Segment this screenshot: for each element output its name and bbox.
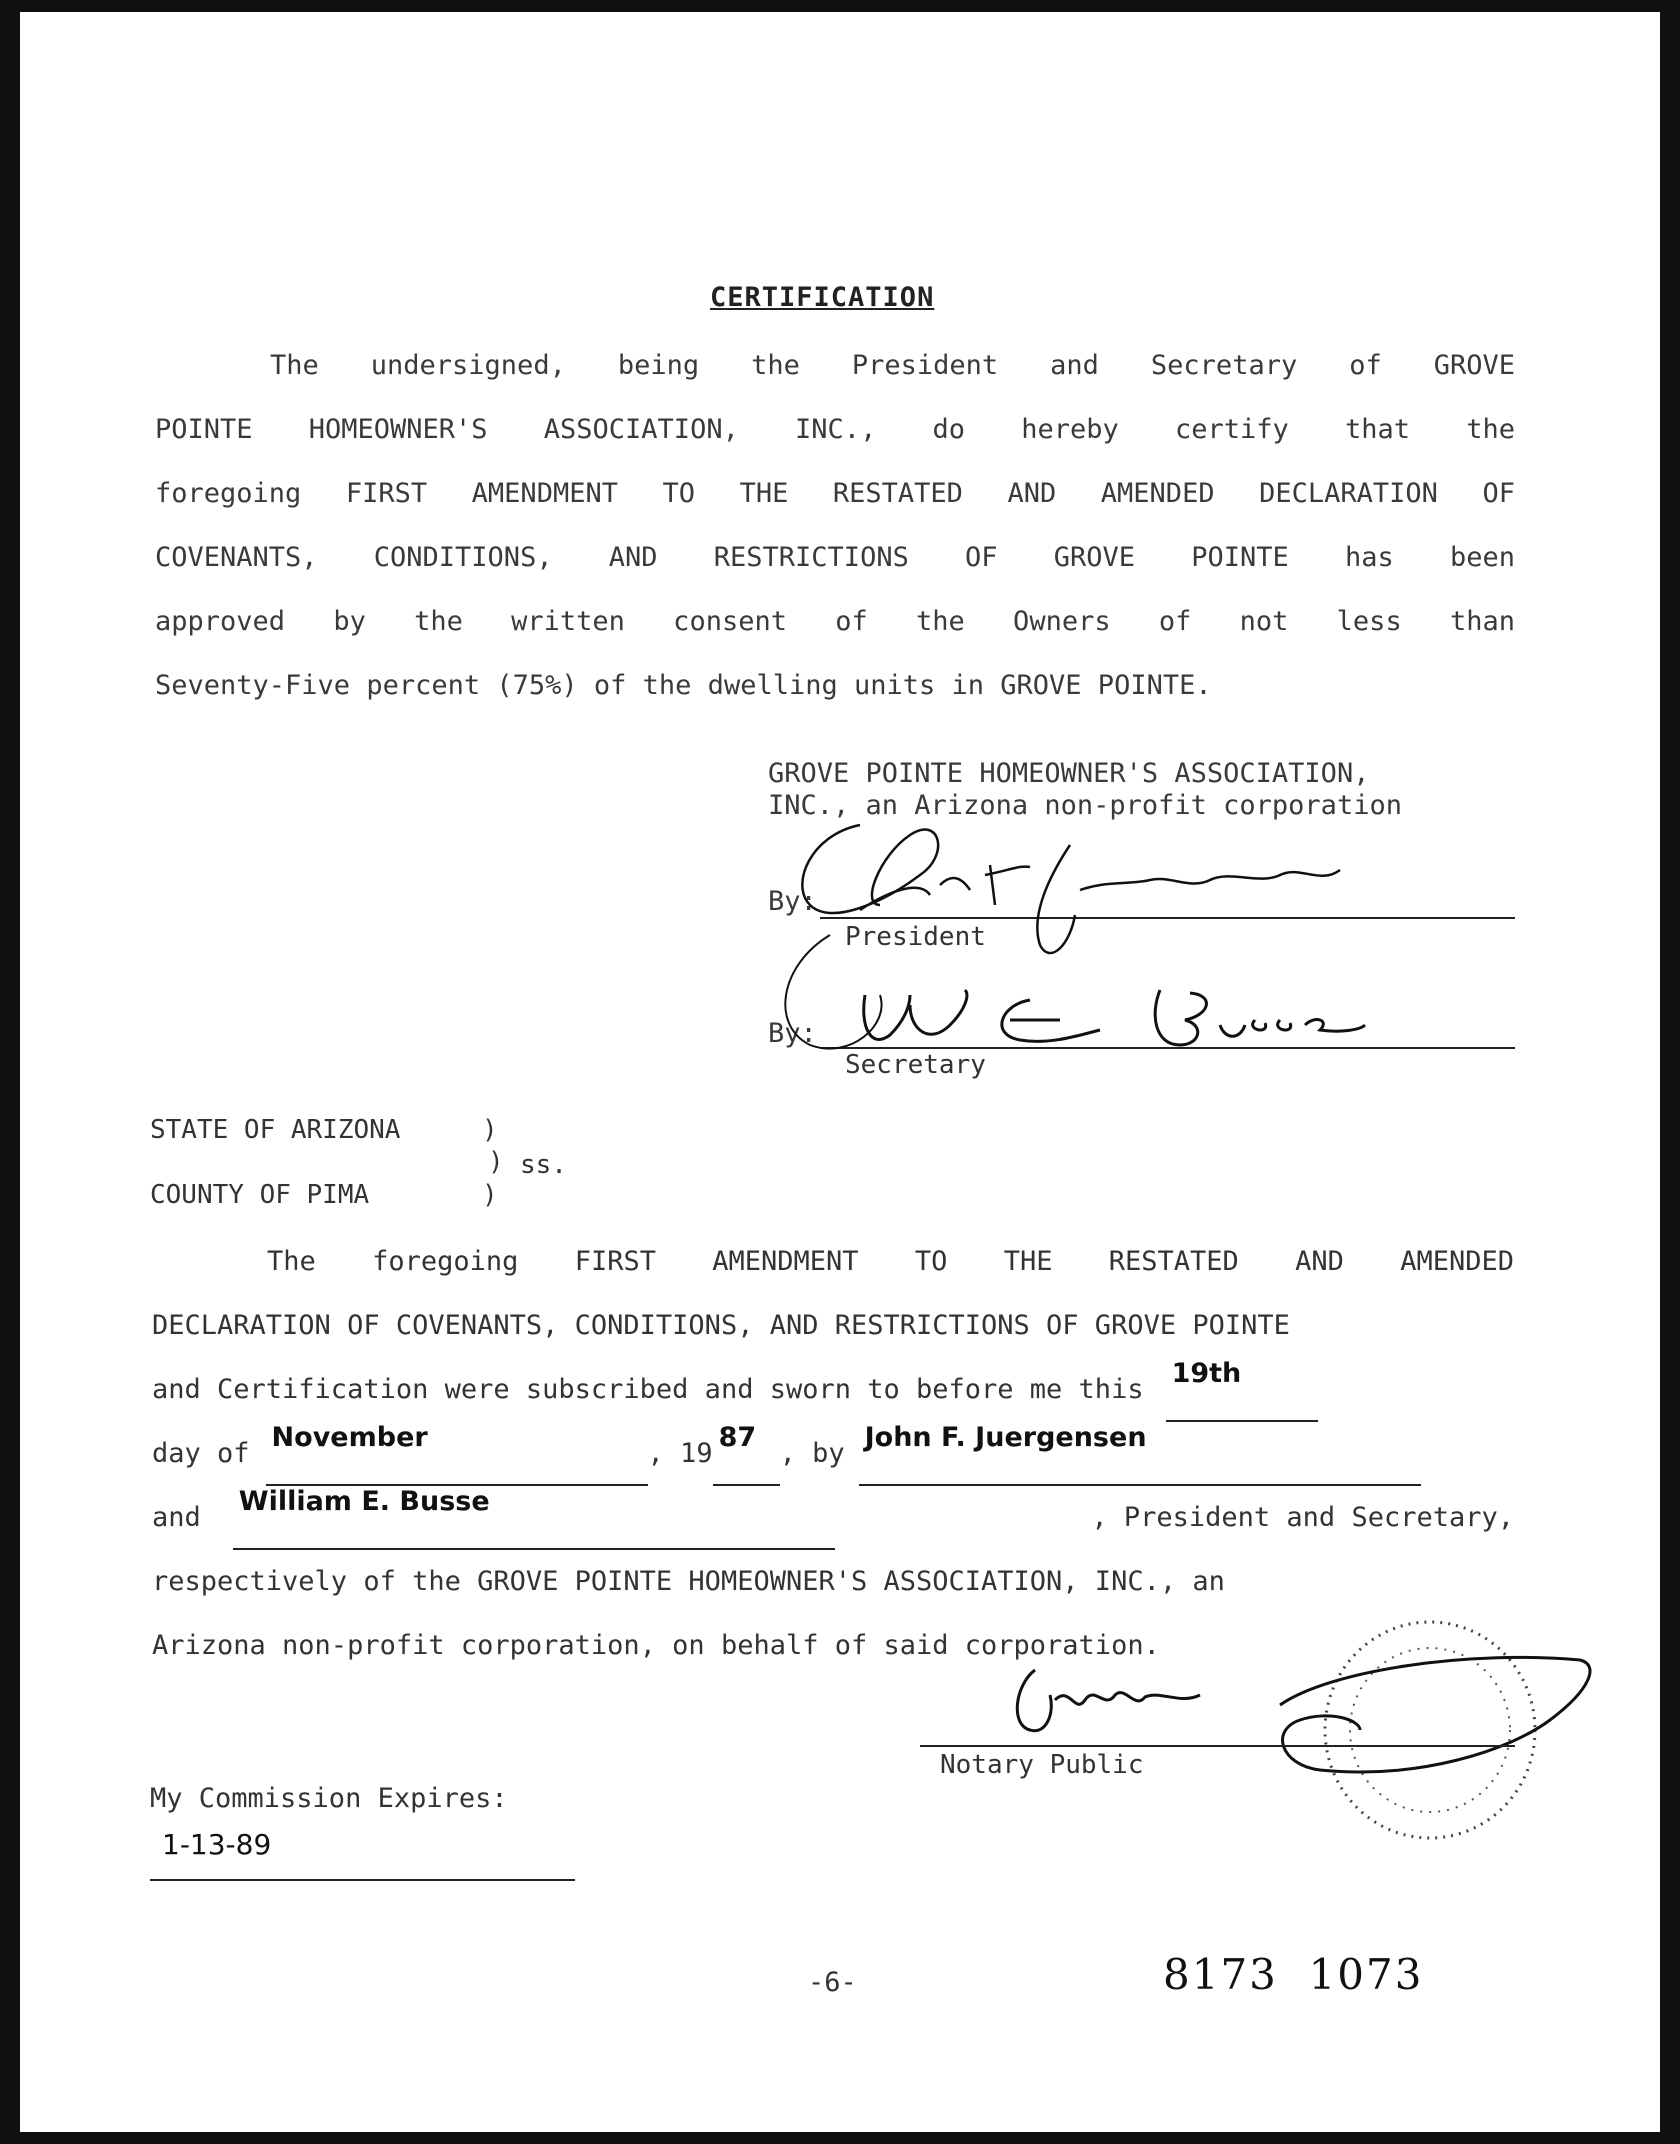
ack-word: THE bbox=[1003, 1246, 1053, 1277]
day-field: 19th bbox=[1166, 1358, 1318, 1422]
commission-date: 1-13-89 bbox=[162, 1828, 272, 1861]
notary-signature-line bbox=[920, 1745, 1515, 1747]
ack-line-text: and Certification were subscribed and sworn to before me this bbox=[152, 1374, 1144, 1405]
notary-seal bbox=[1270, 1610, 1610, 1850]
ack-line-1 bbox=[152, 1230, 1514, 1294]
name2-field: William E. Busse bbox=[233, 1486, 835, 1550]
ack-word: RESTATED bbox=[1108, 1246, 1239, 1277]
month-field: November bbox=[266, 1422, 648, 1486]
ack-word: The bbox=[267, 1246, 316, 1277]
paragraph-line: approved by the written consent of the Owners of not less than bbox=[155, 606, 1515, 637]
notary-signature bbox=[1000, 1655, 1220, 1750]
ack-word: AND bbox=[1295, 1246, 1344, 1277]
paragraph-line: COVENANTS, CONDITIONS, AND RESTRICTIONS OF GROVE POINTE has been bbox=[155, 542, 1515, 573]
ack-line-2 bbox=[152, 1294, 1514, 1358]
ack-word: AMENDMENT bbox=[712, 1246, 859, 1277]
and-label: and bbox=[152, 1502, 201, 1533]
document-title: CERTIFICATION bbox=[710, 282, 935, 313]
paragraph-line: foregoing FIRST AMENDMENT TO THE RESTATED AND AMENDED DECLARATION OF bbox=[155, 478, 1515, 509]
scan-edge-bottom bbox=[0, 2132, 1680, 2144]
notary-label: Notary Public bbox=[940, 1750, 1144, 1780]
name1-field: John F. Juergensen bbox=[859, 1422, 1421, 1486]
paragraph-line: Seventy-Five percent (75%) of the dwelling units in GROVE POINTE. bbox=[155, 670, 1212, 701]
year-prefix: , 19 bbox=[647, 1438, 713, 1469]
ack-word: FIRST bbox=[574, 1246, 656, 1277]
scan-edge-left bbox=[0, 0, 20, 2144]
ack-word: foregoing bbox=[372, 1246, 519, 1277]
ack-line-text: respectively of the GROVE POINTE HOMEOWNER'S ASSOCIATION, INC., an bbox=[152, 1566, 1225, 1597]
paragraph-line: The undersigned, being the President and Secretary of GROVE bbox=[270, 350, 1515, 381]
page-number: -6- bbox=[808, 1967, 857, 1998]
venue-bracket: ) bbox=[482, 1115, 498, 1145]
ack-line-4 bbox=[152, 1422, 1514, 1486]
secretary-by-label: By: bbox=[768, 1018, 817, 1049]
venue-bracket: ) bbox=[482, 1180, 498, 1210]
scan-edge-right bbox=[1660, 0, 1680, 2144]
ack-line-6 bbox=[152, 1550, 1514, 1614]
paragraph-line: POINTE HOMEOWNER'S ASSOCIATION, INC., do hereby certify that the bbox=[155, 414, 1515, 445]
venue-ss: ss. bbox=[520, 1150, 567, 1180]
president-label: President bbox=[845, 922, 986, 952]
certification-paragraph bbox=[155, 334, 1515, 718]
by-label: , by bbox=[779, 1438, 845, 1469]
venue-bracket: ) bbox=[488, 1147, 504, 1177]
ack-word: TO bbox=[914, 1246, 948, 1277]
ack-line-text: Arizona non-profit corporation, on behalf of said corporation. bbox=[152, 1630, 1160, 1661]
venue-county: COUNTY OF PIMA bbox=[150, 1180, 370, 1210]
ack-line-text: DECLARATION OF COVENANTS, CONDITIONS, AND RESTRICTIONS OF GROVE POINTE bbox=[152, 1310, 1290, 1341]
secretary-signature bbox=[850, 975, 1370, 1060]
organization-line-2: INC., an Arizona non-profit corporation bbox=[768, 790, 1402, 821]
organization-line-1: GROVE POINTE HOMEOWNER'S ASSOCIATION, bbox=[768, 758, 1370, 789]
ack-line-3 bbox=[152, 1358, 1514, 1422]
year-field: 87 bbox=[713, 1422, 780, 1486]
scan-edge-top bbox=[0, 0, 1680, 12]
venue-state: STATE OF ARIZONA bbox=[150, 1115, 401, 1145]
commission-line bbox=[150, 1879, 575, 1881]
ack-line-5 bbox=[152, 1486, 1514, 1550]
day-of-label: day of bbox=[152, 1438, 250, 1469]
secretary-label: Secretary bbox=[845, 1050, 986, 1080]
ack-word: AMENDED bbox=[1400, 1246, 1514, 1277]
commission-label: My Commission Expires: bbox=[150, 1783, 508, 1814]
president-by-label: By: bbox=[768, 886, 817, 917]
document-number: 8173 1073 bbox=[1163, 1950, 1424, 1999]
roles-text: , President and Secretary, bbox=[1091, 1502, 1514, 1533]
